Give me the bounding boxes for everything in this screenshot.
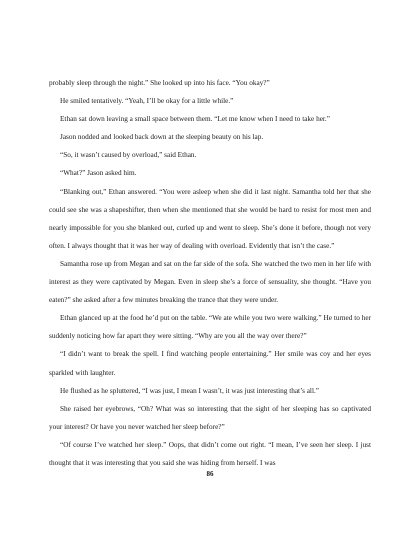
paragraph: Ethan sat down leaving a small space between them. “Let me know when I need to take her.” <box>60 115 330 124</box>
body-text <box>49 74 371 472</box>
paragraph: probably sleep through the night.” She looked up into his face. “You okay?” <box>49 79 270 87</box>
paragraph: Jason nodded and looked back down at the sleeping beauty on his lap. <box>60 133 264 142</box>
paragraph: “What?” Jason asked him. <box>60 169 137 178</box>
paragraph: “Blanking out,” Ethan answered. “You were asleep when she did it last night. Samantha told her that she could see she was a shapeshifter, then when she mentioned that she would be hard to resist for most men and nearly impossible for you she blanked out, curled up and went to sleep. She’s done it before, though not very often. I always thought that it was her way of dealing with overload. Evidently that isn’t the case.” <box>49 187 371 250</box>
paragraph: Ethan glanced up at the food he’d put on the table. “We ate while you two were walking.” He turned to her suddenly noticing how far apart they were sitting. “Why are you all the way over there?” <box>49 314 371 341</box>
page-number: 86 <box>206 470 214 478</box>
paragraph: “Of course I’ve watched her sleep.” Oops, that didn’t come out right. “I mean, I’ve seen her sleep. I just thought that it was interesting that you said she was hiding from herself. I was <box>49 440 371 467</box>
paragraph: “So, it wasn’t caused by overload,” said Ethan. <box>60 151 197 160</box>
paragraph: She raised her eyebrows, “Oh? What was so interesting that the sight of her sleeping has so captivated your interest? Or have you never watched her sleep before?” <box>49 404 371 431</box>
paragraph: He smiled tentatively. “Yeah, I’ll be okay for a little while.” <box>60 97 234 106</box>
paragraph: He flushed as he spluttered, “I was just, I mean I wasn’t, it was just interesting that’s all.” <box>60 386 319 395</box>
paragraph: Samantha rose up from Megan and sat on the far side of the sofa. She watched the two men in her life with interest as they were captivated by Megan. Even in sleep she’s a force of sensuality, she thought. “Have you eaten?” she asked after a few minutes breaking the trance that they were under. <box>49 259 371 305</box>
paragraph: “I didn’t want to break the spell. I find watching people entertaining.” Her smile was coy and her eyes sparkled with laughter. <box>49 350 371 377</box>
